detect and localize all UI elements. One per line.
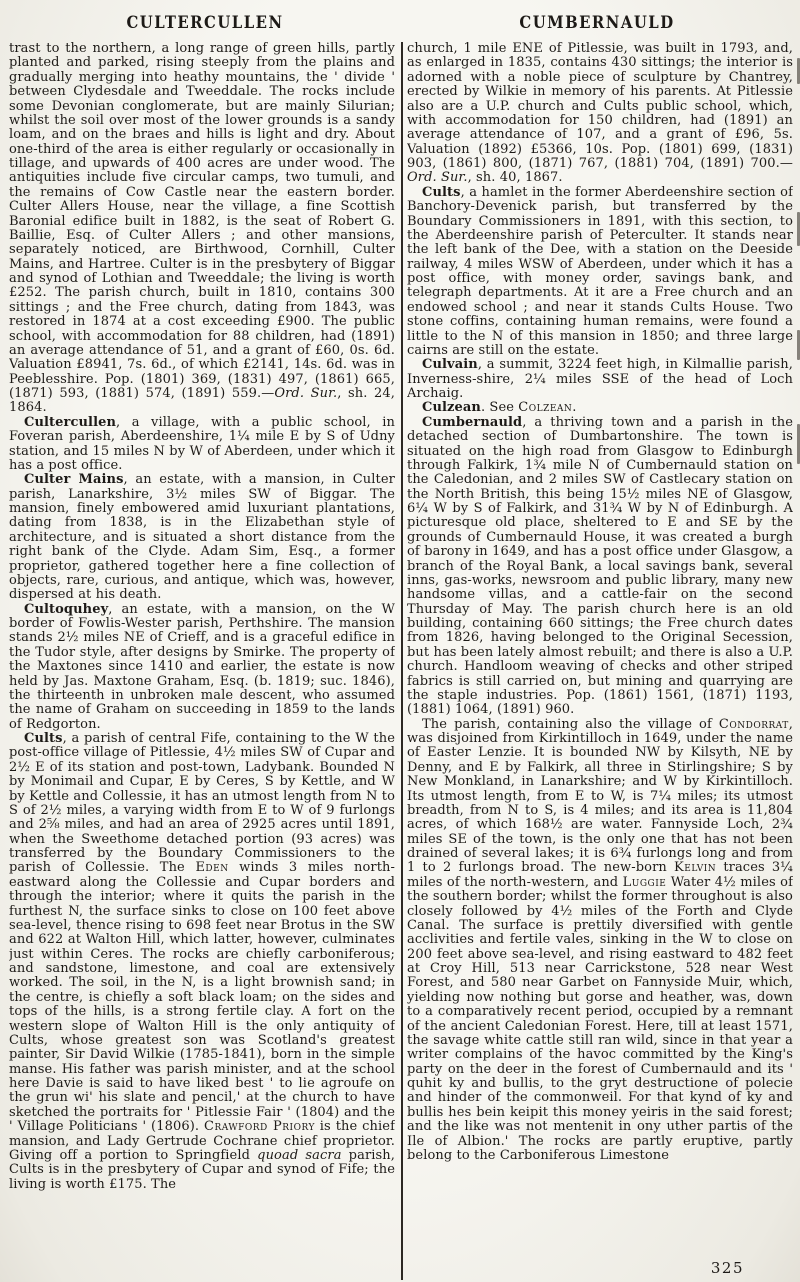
text-run: parish, Cults is in the presbytery of Cupar and synod of Fife; the living is worth £175. The bbox=[9, 1147, 395, 1192]
culzean-entry bbox=[407, 401, 793, 415]
text-run: Eden bbox=[195, 860, 229, 876]
entry-name: Cults bbox=[24, 731, 63, 746]
text-run: is the chief mansion, and Lady Gertrude Cochrane chief proprietor. Giving off a portion to Springfield bbox=[9, 1119, 395, 1163]
entry-name: Culzean bbox=[422, 400, 481, 416]
text-run: Condorrat bbox=[718, 716, 789, 732]
text-run: Ord. Sur. bbox=[407, 170, 468, 186]
culter-entry-continuation bbox=[9, 42, 395, 416]
text-run: , an estate, with a mansion, on the W border of Fowlis-Wester parish, Perthshire. The mansion stands 2½ miles NE of Crieff, and is a graceful edifice in the Tudor style, after designs by Smirke. The property of the Maxtones since 1410 and earlier, the estate is now held by Jas. Maxtone Graham, Esq. (b. 1819; suc. 1846), the thirteenth in unbroken male descent, who assumed the name of Graham on succeeding in 1859 to the lands of Redgorton. bbox=[9, 601, 395, 732]
text-columns bbox=[9, 42, 793, 1280]
left-column bbox=[9, 42, 395, 1280]
running-head-left: CULTERCULLEN bbox=[126, 13, 284, 32]
running-head-right: CUMBERNAULD bbox=[519, 13, 675, 32]
text-run: , a hamlet in the former Aberdeenshire section of Banchory-Devenick parish, but transferred by the Boundary Commissioners in 1891, with this section, to the Aberdeenshire parish of Peterculter. It stands near the left bank of the Dee, with a station on the Deeside railway, 4 miles WSW of Aberdeen, under which it has a post office, with money order, savings bank, and telegraph departments. At it are a Free church and an endowed school ; and near it stands Cults House. Two stone coffins, containing human remains, were found a little to the N of this mansion in 1850; and three large cairns are still on the estate. bbox=[407, 184, 793, 358]
entry-name: Cultercullen bbox=[24, 414, 117, 430]
text-run: . See bbox=[480, 400, 519, 416]
text-run: , a village, with a public school, in Foveran parish, Aberdeenshire, 1¼ mile E by S of Udny station, and 15 miles N by W of Aberdeen, under which it has a post office. bbox=[9, 414, 395, 473]
text-run: Crawford Priory bbox=[204, 1119, 315, 1135]
culvain-entry bbox=[407, 358, 793, 401]
culter-mains-entry bbox=[9, 473, 395, 602]
text-run: , a summit, 3224 feet high, in Kilmallie parish, Inverness-shire, 2¼ miles SSE of the head of Loch Archaig. bbox=[407, 357, 793, 401]
text-run: trast to the northern, a long range of green hills, partly planted and parked, rising steeply from the plains and gradually merging into heathy mountains, the ' divide ' between Clydesdale and Tweeddale. The rocks include some Devonian conglomerate, but are mainly Silurian; whilst the soil over most of the lower grounds is a sandy loam, and on the braes and hills is light and dry. About one-third of the area is either regularly or occasionally in tillage, and upwards of 400 acres are under wood. The antiquities include five circular camps, two tumuli, and the remains of Cow Castle near the eastern border. Culter Allers House, near the village, a fine Scottish Baronial edifice built in 1882, is the seat of Robert G. Baillie, Esq. of Culter Allers ; and other mansions, separately noticed, are Birthwood, Cornhill, Culter Mains, and Hartree. Culter is in the presbytery of Biggar and synod of Lothian and Tweeddale; the living is worth £252. The parish church, built in 1810, contains 300 sittings ; and the Free church, dating from 1843, was restored in 1874 at a cost exceeding £900. The public school, with accommodation for 88 children, had (1891) an average attendance of 51, and a grant of £60, 0s. 6d. Valuation £8941, 7s. 6d., of which £2141, 14s. 6d. was in Peeblesshire. Pop. (1801) 369, (1831) 497, (1861) 665, (1871) 593, (1881) 574, (1891) 559.— bbox=[9, 42, 395, 401]
right-column bbox=[407, 42, 793, 1280]
cumbernauld-entry bbox=[407, 416, 793, 718]
text-run: , sh. 40, 1867. bbox=[467, 170, 563, 186]
cultoquhey-entry bbox=[9, 603, 395, 732]
page-number: 325 bbox=[710, 1259, 744, 1277]
entry-name: Culvain bbox=[422, 357, 478, 373]
entry-name: Cultoquhey bbox=[24, 601, 109, 617]
cumbernauld-parish-paragraph bbox=[407, 718, 793, 1164]
text-run: . bbox=[572, 400, 577, 416]
text-run: , sh. 24, 1864. bbox=[9, 386, 395, 416]
entry-name: Cumbernauld bbox=[422, 414, 523, 430]
text-run: , a parish of central Fife, containing to the W the post-office village of Pitlessie, 4½ miles SW of Cupar and 2½ E of its station and post-town, Ladybank. Bounded N by Monimail and Cupar, E by Ceres, S by Kettle, and W by Kettle and Collessie, it has an utmost length from N to S of 2½ miles, a varying width from E to W of 9 furlongs and 2⅝ miles, and had an area of 2925 acres until 1891, when the Sweethome detached portion (93 acres) was transferred by the Boundary Commissioners to the parish of Collessie. The bbox=[9, 731, 395, 876]
text-run: Ord. Sur. bbox=[274, 386, 338, 401]
cults-hamlet-entry bbox=[407, 186, 793, 359]
cultercullen-entry bbox=[9, 416, 395, 474]
column-divider-rule bbox=[401, 42, 403, 1280]
text-run: , a thriving town and a parish in the detached section of Dumbartonshire. The town is situated on the high road from Glasgow to Edinburgh through Falkirk, 1¾ mile N of Cumbernauld station on the Caledonian, and 2 miles SW of Castlecary station on the North British, this being 15½ miles NE of Glasgow, 6¼ W by S of Falkirk, and 31¾ W by N of Edinburgh. A picturesque old place, sheltered to E and SE by the grounds of Cumbernauld House, it was created a burgh of barony in 1649, and has a post office under Glasgow, a branch of the Royal Bank, a local savings bank, several inns, gas-works, newsroom and public library, many new handsome villas, and a cattle-fair on the second Thursday of May. The parish church here is an old building, containing 660 sittings; the Free church dates from 1826, having belonged to the Original Secession, but has been lately almost rebuilt; and there is also a U.P. church. Handloom weaving of checks and other striped fabrics is still carried on, but mining and quarrying are the staple industries. Pop. (1861) 1561, (1871) 1193, (1881) 1064, (1891) 960. bbox=[407, 414, 793, 718]
text-run: church, 1 mile ENE of Pitlessie, was built in 1793, and, as enlarged in 1835, contains 430 sittings; the interior is adorned with a noble piece of sculpture by Chantrey, erected by Wilkie in memory of his parents. At Pitlessie also are a U.P. church and Cults public school, which, with accommodation for 150 children, had (1891) an average attendance of 107, and a grant of £96, 5s. Valuation (1892) £5366, 10s. Pop. (1801) 699, (1831) 903, (1861) 800, (1871) 767, (1881) 704, (1891) 700.— bbox=[407, 42, 793, 171]
text-run: The parish, containing also the village of bbox=[422, 716, 719, 732]
text-run: traces 3¼ miles of the north-western, and bbox=[407, 860, 793, 890]
text-run: Luggie bbox=[622, 874, 667, 890]
running-heads bbox=[9, 13, 793, 32]
cults-fife-entry bbox=[9, 732, 395, 1192]
text-run: Colzean bbox=[518, 400, 573, 416]
entry-name: Cults bbox=[422, 184, 461, 200]
text-run: , an estate, with a mansion, in Culter parish, Lanarkshire, 3½ miles SW of Biggar. The mansion, finely embowered amid luxuriant plantations, dating from 1838, is in the Elizabethan style of architecture, and is situated a short distance from the right bank of the Clyde. Adam Sim, Esq., a former proprietor, gathered together here a fine collection of objects, rare, curious, and antique, which was, however, dispersed at his death. bbox=[9, 472, 395, 603]
text-run: , was disjoined from Kirkintilloch in 1649, under the name of Easter Lenzie. It is bounded NW by Kilsyth, NE by Denny, and E by Falkirk, all three in Stirlingshire; S by New Monkland, in Lanarkshire; and W by Kirkintilloch. Its utmost length, from E to W, is 7¼ miles; its utmost breadth, from N to S, is 4 miles; and its area is 11,804 acres, of which 168½ are water. Fannyside Loch, 2¾ miles SE of the town, is the only one that has not been drained of several lakes; it is 6¾ furlongs long and from 1 to 2 furlongs broad. The new-born bbox=[407, 716, 793, 876]
text-run: Water 4½ miles of the southern border; whilst the former throughout is also closely followed by 4½ miles of the Forth and Clyde Canal. The surface is prettily diversified with gentle acclivities and fertile vales, sinking in the W to close on 200 feet above sea-level, and rising eastward to 482 feet at Croy Hill, 513 near Carrickstone, 528 near West Forest, and 580 near Garbet on Fannyside Muir, which, yielding now nothing but gorse and heather, was, down to a comparatively recent period, occupied by a remnant of the ancient Caledonian Forest. Here, till at least 1571, the savage white cattle still ran wild, since in that year a writer complains of the havoc committed by the King's party on the deer in the forest of Cumbernauld and its ' quhit ky and bullis, to the gryt destructione of polecie and hinder of the commonweil. For that kynd of ky and bullis hes bein keipit this money yeiris in the said forest; and the like was not mentenit in ony uther partis of the Ile of Albion.' The rocks are partly eruptive, partly belong to the Carboniferous Limestone bbox=[407, 874, 793, 1163]
text-run: winds 3 miles north-eastward along the Collessie and Cupar borders and through the interior; where it quits the parish in the furthest N, the surface sinks to close on 100 feet above sea-level, thence rising to 698 feet near Brotus in the SW and 622 at Walton Hill, which latter, however, culminates just within Ceres. The rocks are chiefly carboniferous; and sandstone, limestone, and coal are extensively worked. The soil, in the N, is a light brownish sand; in the centre, is chiefly a soft black loam; on the sides and tops of the hills, is a strong fertile clay. A fort on the western slope of Walton Hill is the only antiquity of Cults, whose greatest son was Scotland's greatest painter, Sir David Wilkie (1785-1841), born in the simple manse. His father was parish minister, and at the school here Davie is said to have liked best ' to lie agroufe on the grun wi' his slate and pencil,' at the church to have sketched the portraits for ' Pitlessie Fair ' (1804) and the ' Village Politicians ' (1806). bbox=[9, 860, 395, 1135]
entry-name: Culter Mains bbox=[24, 472, 124, 488]
text-run: Kelvin bbox=[674, 860, 717, 876]
cults-fife-continuation bbox=[407, 42, 793, 186]
text-run: quoad sacra bbox=[257, 1147, 342, 1163]
